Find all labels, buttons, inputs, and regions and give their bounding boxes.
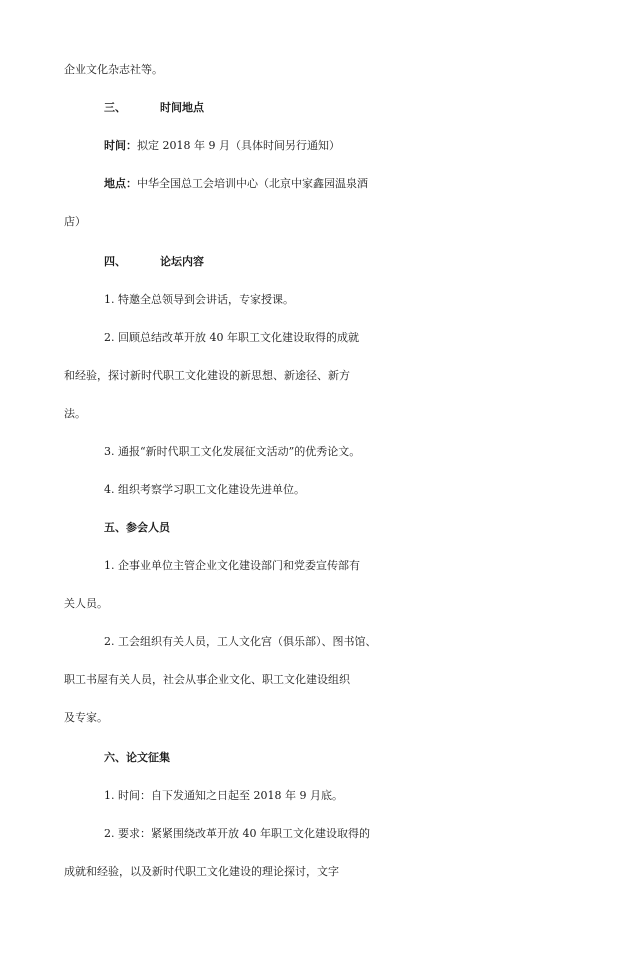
paragraph-line: 职工书屋有关人员，社会从事企业文化、职工文化建设组织 [64, 673, 350, 686]
section-heading-attendees: 五、参会人员 [104, 521, 170, 534]
section-heading-paper-collection: 六、论文征集 [104, 751, 170, 764]
list-item: 3. 通报“新时代职工文化发展征文活动”的优秀论文。 [104, 445, 361, 458]
paragraph-line: 成就和经验，以及新时代职工文化建设的理论探讨，文字 [64, 865, 339, 878]
section-title: 论坛内容 [160, 255, 204, 268]
paragraph-line: 法。 [64, 407, 86, 420]
section-title: 时间地点 [160, 101, 204, 114]
paragraph-line: 和经验，探讨新时代职工文化建设的新思想、新途径、新方 [64, 369, 350, 382]
list-item: 2. 工会组织有关人员，工人文化宫（俱乐部）、图书馆、 [104, 635, 377, 648]
location-label: 地点： [104, 177, 137, 190]
list-item: 1. 特邀全总领导到会讲话，专家授课。 [104, 293, 294, 306]
section-number: 三、 [104, 101, 126, 114]
list-item: 1. 时间：自下发通知之日起至 2018 年 9 月底。 [104, 789, 343, 802]
section-number: 四、 [104, 255, 126, 268]
list-item: 1. 企事业单位主管企业文化建设部门和党委宣传部有 [104, 559, 360, 572]
time-value: 拟定 2018 年 9 月（具体时间另行通知） [137, 139, 340, 152]
time-label: 时间： [104, 139, 137, 152]
paragraph-line: 店） [64, 215, 86, 228]
location-line [0, 172, 639, 196]
paragraph-line: 关人员。 [64, 597, 108, 610]
location-value: 中华全国总工会培训中心（北京中家鑫园温泉酒 [137, 177, 368, 190]
paragraph-line: 企业文化杂志社等。 [64, 63, 163, 76]
list-item: 4. 组织考察学习职工文化建设先进单位。 [104, 483, 305, 496]
section-heading-forum-content [0, 250, 639, 274]
section-heading-time-location [0, 96, 639, 120]
list-item: 2. 回顾总结改革开放 40 年职工文化建设取得的成就 [104, 331, 359, 344]
time-line [0, 134, 639, 158]
list-item: 2. 要求：紧紧围绕改革开放 40 年职工文化建设取得的 [104, 827, 370, 840]
paragraph-line: 及专家。 [64, 711, 108, 724]
